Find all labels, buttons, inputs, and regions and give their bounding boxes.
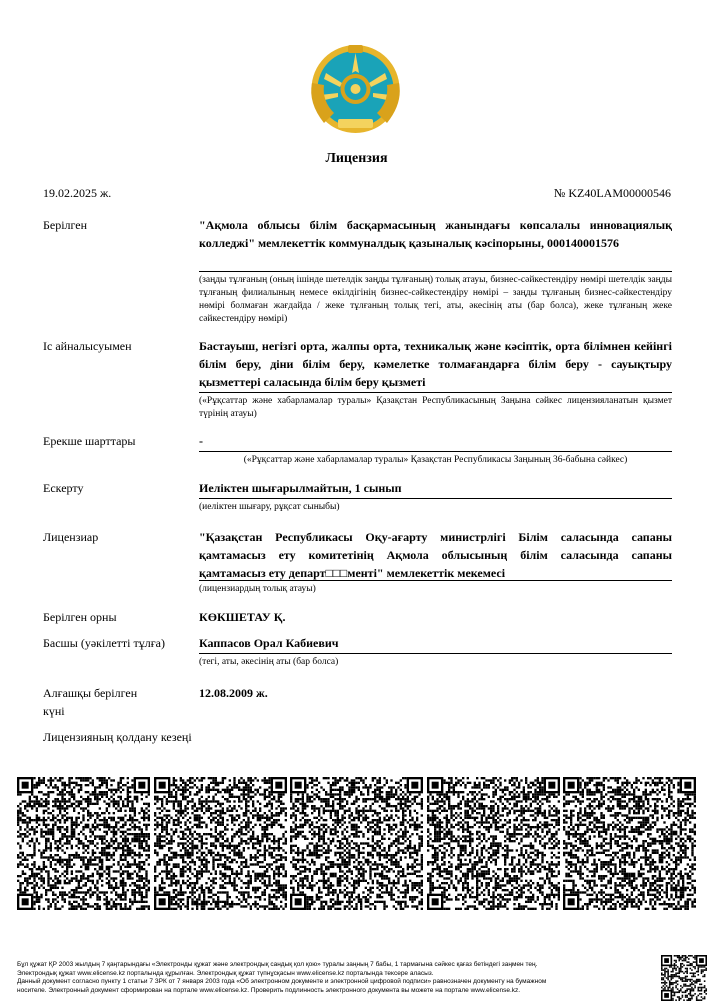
qr-code-icon (154, 777, 287, 910)
field-value-place: КӨКШЕТАУ Қ. (199, 610, 286, 624)
field-label-head: Басшы (уәкілетті тұлға) (43, 636, 165, 650)
field-caption-head: (тегі, аты, әкесінің аты (бар болса) (199, 653, 672, 669)
footer-line: носителе. Электронный документ сформирован на портале www.elicense.kz. Проверить подлинность электронного документа вы можете на портале www.elicense.kz. (17, 986, 521, 994)
qr-code-icon (427, 777, 560, 910)
field-label-first-issued: Алғашқы берілген күні (43, 686, 138, 718)
document-title: Лицензия (325, 151, 388, 166)
field-value-licensor: "Қазақстан Республикасы Оқу-ағарту министрлігі Білім саласында сапаны қамтамасыз ету комитетінің Ақмола облысының білім саласында сапаны қамтамасыз ету департ□□□менті" мемлекеттік мекемесі (199, 530, 672, 580)
field-caption-issued-to: (заңды тұлғаның (оның ішінде шетелдік заңды тұлғаның) толық атауы, бизнес-сәйкестендіру нөмірі шетелдік заңды тұлғаның филиалының немесе өкілдігінің бизнес-сәйкестендіру нөмірі – заңды тұлғаның бизнес-сәйкестендіру нөмірі болмаған жағдайда / жеке тұлғаның толық тегі, аты, әкесінің аты (бар болса), жеке тұлғаның жеке сәйкестендіру нөмірі) (199, 271, 672, 326)
field-value-head: Каппасов Орал Кабиевич (199, 636, 339, 650)
field-value-activity: Бастауыш, негізгі орта, жалпы орта, техникалық және кәсіптік, орта білімнен кейінгі білім беру, діни білім беру, кәмелетке толмағандарға білім беру - сауықтыру қызметтері саласында білім беру қызметі (199, 339, 672, 389)
license-number: № KZ40LAM00000546 (553, 186, 671, 200)
field-label-validity-period: Лицензияның қолдану кезеңі (43, 730, 192, 744)
small-qr-code-icon (661, 955, 707, 1001)
qr-codes-row (17, 777, 696, 910)
footer-line: Данный документ согласно пункту 1 статьи 7 ЗРК от 7 января 2003 года «Об электронном документе и электронной цифровой подписи» равнозначен документу на бумажном (17, 978, 547, 985)
field-label-note: Ескерту (43, 481, 84, 495)
field-value-special-conditions: - (199, 434, 203, 448)
field-caption-activity: («Рұқсаттар және хабарламалар туралы» Қазақстан Республикасының Заңына сәйкес лицензияланатын қызмет түрінің атауы) (199, 392, 672, 421)
field-value-issued-to: "Ақмола облысы білім басқармасының жанындағы көпсалалы инновациялық колледжі" мемлекеттік коммуналдық қазыналық кәсіпорыны, 000140001576 (199, 218, 672, 250)
field-caption-special-conditions: («Рұқсаттар және хабарламалар туралы» Қазақстан Республикасы Заңының 36-бабына сәйкес) (199, 451, 672, 467)
legal-footer (17, 961, 637, 995)
qr-code-icon (17, 777, 150, 910)
footer-line: Бұл құжат ҚР 2003 жылдың 7 қаңтарындағы «Электронды құжат және электрондық сандық қол қою» туралы заңның 7 бабы, 1 тармағына сәйкес қағаз бетіндегі заңмен тең. (17, 961, 538, 968)
field-label-issued-to: Берілген (43, 218, 88, 232)
state-emblem-icon (306, 43, 405, 134)
qr-code-icon (563, 777, 696, 910)
footer-line: Электрондық құжат www.elicense.kz порталында құрылған. Электрондық құжат түпнұсқасын www.elicense.kz порталында тексере аласыз. (17, 969, 434, 977)
field-caption-note: (иеліктен шығару, рұқсат сыныбы) (199, 498, 672, 514)
issue-date: 19.02.2025 ж. (43, 186, 112, 200)
field-value-first-issued: 12.08.2009 ж. (199, 686, 268, 700)
field-label-special-conditions: Ерекше шарттары (43, 434, 136, 448)
field-label-activity: Іс айналысуымен (43, 339, 132, 353)
field-value-note: Иеліктен шығарылмайтын, 1 сынып (199, 481, 402, 495)
field-caption-licensor: (лицензиардың толық атауы) (199, 580, 672, 596)
field-label-place: Берілген орны (43, 610, 117, 624)
qr-code-icon (290, 777, 423, 910)
field-label-licensor: Лицензиар (43, 530, 99, 544)
